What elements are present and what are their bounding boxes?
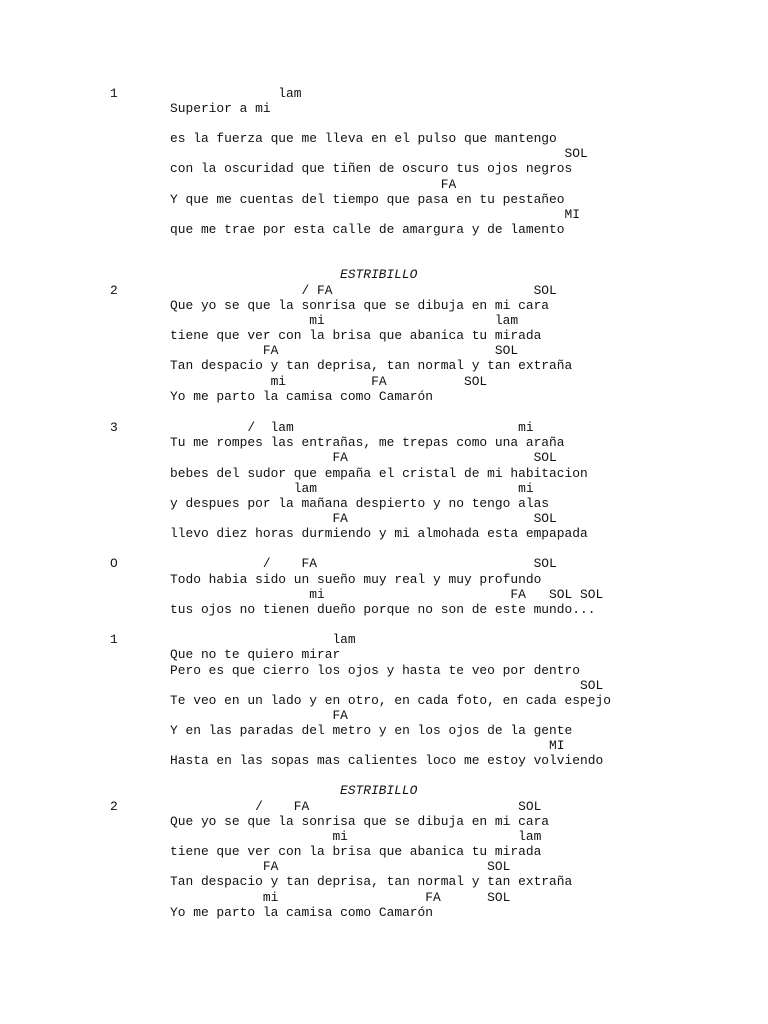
section-number: 2 — [110, 283, 118, 298]
chord-line: FA — [170, 708, 348, 723]
chord-line: SOL — [170, 678, 604, 693]
lyric-line: llevo diez horas durmiendo y mi almohada esta empapada — [170, 526, 588, 541]
lyric-line: Tan despacio y tan deprisa, tan normal y tan extraña — [170, 874, 573, 889]
lyric-line: Yo me parto la camisa como Camarón — [170, 905, 434, 920]
lyric-line: tus ojos no tienen dueño porque no son de este mundo... — [170, 602, 596, 617]
chord-line: mi lam — [170, 313, 519, 328]
chord-line: MI — [170, 738, 565, 753]
lyric-line: con la oscuridad que tiñen de oscuro tus ojos negros — [170, 161, 573, 176]
chord-line: FA SOL — [170, 450, 557, 465]
lyric-line: Hasta en las sopas mas calientes loco me estoy volviendo — [170, 753, 604, 768]
lyric-line: Superior a mi — [170, 101, 271, 116]
section-number: O — [110, 556, 118, 571]
chord-line: / FA SOL — [170, 283, 557, 298]
lyric-line: y despues por la mañana despierto y no tengo alas — [170, 496, 550, 511]
lyric-line: que me trae por esta calle de amargura y de lamento — [170, 222, 565, 237]
chord-line: FA SOL — [170, 859, 511, 874]
lyric-line: Que yo se que la sonrisa que se dibuja en mi cara — [170, 814, 550, 829]
chord-line: mi lam — [170, 829, 542, 844]
section-number: 1 — [110, 86, 118, 101]
chord-line: lam mi — [170, 481, 534, 496]
chord-line: mi FA SOL — [170, 890, 511, 905]
lyric-line: Y que me cuentas del tiempo que pasa en tu pestañeo — [170, 192, 565, 207]
lyric-line: Que yo se que la sonrisa que se dibuja en mi cara — [170, 298, 550, 313]
chord-line: mi FA SOL SOL — [170, 587, 604, 602]
lyric-line: Tan despacio y tan deprisa, tan normal y tan extraña — [170, 358, 573, 373]
section-number: 1 — [110, 632, 118, 647]
chord-line: MI — [170, 207, 580, 222]
chord-line: SOL — [170, 146, 588, 161]
section-number: 2 — [110, 799, 118, 814]
chord-line: FA — [170, 177, 457, 192]
chord-line: lam — [170, 632, 356, 647]
chord-line: / FA SOL — [170, 556, 557, 571]
lyric-line: bebes del sudor que empaña el cristal de mi habitacion — [170, 466, 588, 481]
lyric-line: tiene que ver con la brisa que abanica tu mirada — [170, 328, 542, 343]
lyric-line: Y en las paradas del metro y en los ojos de la gente — [170, 723, 573, 738]
lyric-line: Yo me parto la camisa como Camarón — [170, 389, 434, 404]
chord-line: FA SOL — [170, 343, 519, 358]
chord-line: / FA SOL — [170, 799, 542, 814]
chord-line: FA SOL — [170, 511, 557, 526]
lyric-line: Todo habia sido un sueño muy real y muy profundo — [170, 572, 542, 587]
chord-line: / lam mi — [170, 420, 534, 435]
section-title: ESTRIBILLO — [340, 783, 418, 798]
lyric-line: Que no te quiero mirar — [170, 647, 341, 662]
chord-line: mi FA SOL — [170, 374, 488, 389]
section-number: 3 — [110, 420, 118, 435]
chord-line: lam — [170, 86, 302, 101]
lyric-line: Tu me rompes las entrañas, me trepas como una araña — [170, 435, 565, 450]
lyric-line: es la fuerza que me lleva en el pulso que mantengo — [170, 131, 557, 146]
section-title: ESTRIBILLO — [340, 267, 418, 282]
lyric-line: Te veo en un lado y en otro, en cada foto, en cada espejo — [170, 693, 611, 708]
lyric-line: tiene que ver con la brisa que abanica tu mirada — [170, 844, 542, 859]
lyric-line: Pero es que cierro los ojos y hasta te veo por dentro — [170, 663, 580, 678]
